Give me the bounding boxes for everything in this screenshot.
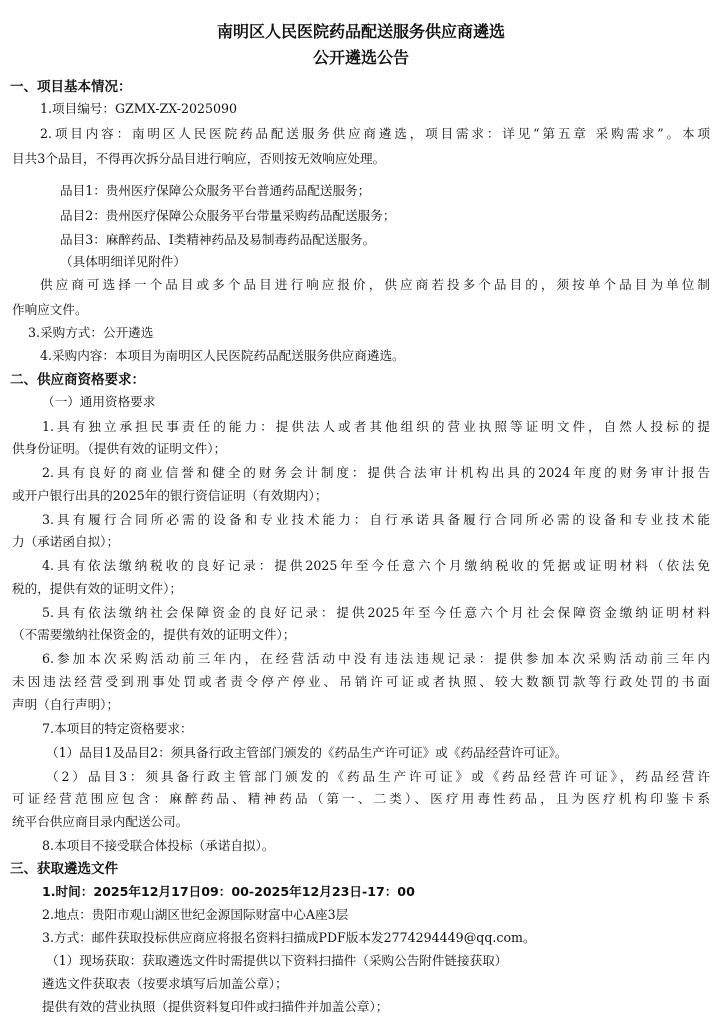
paragraph-line: 未因违法经营受到刑事处罚或者责令停产停业、吊销许可证或者执照、较大数额罚款等行政处罚的书面 bbox=[12, 674, 710, 689]
paragraph-line-bold: 1.时间：2025年12月17日09：00-2025年12月23日-17：00 bbox=[42, 884, 415, 899]
list-item: （2）品目3：须具备行政主管部门颁发的《药品生产许可证》或《药品经营许可证》，药品经营许 bbox=[46, 769, 710, 784]
paragraph-line: 供应商可选择一个品目或多个品目进行响应报价，供应商若投多个品目的，须按单个品目为单位制 bbox=[40, 277, 710, 292]
paragraph-line: 3.采购方式：公开遴选 bbox=[28, 325, 154, 340]
paragraph-line: 供身份证明。（提供有效的证明文件）； bbox=[12, 441, 227, 456]
paragraph-line: 税的，提供有效的证明文件）； bbox=[12, 581, 183, 596]
list-item: 品目2：贵州医疗保障公众服务平台带量采购药品配送服务； bbox=[60, 208, 396, 223]
paragraph-line: 4.具有依法缴纳税收的良好记录：提供2025年至今任意六个月缴纳税收的凭据或证明材料（依法免 bbox=[42, 558, 710, 573]
list-item: （1）品目1及品目2：须具备行政主管部门颁发的《药品生产许可证》或《药品经营许可证》。 bbox=[46, 745, 568, 760]
paragraph-line: （不需要缴纳社保资金的，提供有效的证明文件）； bbox=[12, 627, 296, 642]
section-heading-1: 一、项目基本情况： bbox=[10, 79, 132, 95]
document-title: 南明区人民医院药品配送服务供应商遴选 bbox=[216, 22, 505, 41]
paragraph-line: 作响应文件。 bbox=[12, 302, 88, 317]
document-subtitle: 公开遴选公告 bbox=[312, 48, 409, 67]
paragraph-line: 可证经营范围应包含：麻醉药品、精神药品（第一、二类）、医疗用毒性药品，且为医疗机构印鉴卡系 bbox=[12, 791, 710, 806]
paragraph-line: 4.采购内容：本项目为南明区人民医院药品配送服务供应商遴选。 bbox=[40, 348, 405, 363]
paragraph-line: 2.具有良好的商业信誉和健全的财务会计制度：提供合法审计机构出具的2024年度的财务审计报告 bbox=[42, 465, 710, 480]
section-heading-3: 三、获取遴选文件 bbox=[10, 861, 118, 877]
list-item: 品目1：贵州医疗保障公众服务平台普通药品配送服务； bbox=[60, 183, 371, 198]
paragraph-line: 力（承诺函自拟）； bbox=[12, 534, 120, 549]
paragraph-line: 1.具有独立承担民事责任的能力：提供法人或者其他组织的营业执照等证明文件，自然人投标的提 bbox=[42, 419, 710, 434]
paragraph-line: 7.本项目的特定资格要求： bbox=[42, 721, 193, 736]
paragraph-line: 声明（自行声明）； bbox=[12, 697, 120, 712]
subsection-heading: （一）通用资格要求 bbox=[42, 394, 156, 409]
paragraph-line: 8.本项目不接受联合体投标（承诺自拟）。 bbox=[42, 838, 275, 853]
paragraph-line: 6.参加本次采购活动前三年内，在经营活动中没有违法违规记录：提供参加本次采购活动前三年内 bbox=[42, 651, 710, 666]
paragraph-line: 2.地点：贵阳市观山湖区世纪金源国际财富中心A座3层 bbox=[42, 907, 349, 922]
paragraph-line: 1.项目编号：GZMX-ZX-2025090 bbox=[40, 101, 238, 116]
paragraph-line: （具体明细详见附件） bbox=[60, 254, 186, 269]
paragraph-line: 5.具有依法缴纳社会保障资金的良好记录：提供2025年至今任意六个月社会保障资金缴纳证明材料 bbox=[42, 605, 710, 620]
paragraph-line: 或开户银行出具的2025年的银行资信证明（有效期内）； bbox=[12, 488, 328, 503]
list-item: 提供有效的营业执照（提供资料复印件或扫描件并加盖公章）； bbox=[42, 999, 389, 1014]
paragraph-line: 2.项目内容：南明区人民医院药品配送服务供应商遴选，项目需求：详见“第五章 采购需求”。本项 bbox=[40, 126, 710, 141]
paragraph-line: 目共3个品目，不得再次拆分品目进行响应，否则按无效响应处理。 bbox=[12, 151, 386, 166]
section-heading-2: 二、供应商资格要求： bbox=[10, 372, 145, 388]
paragraph-line: 3.方式：邮件获取投标供应商应将报名资料扫描成PDF版本发2774294449@qq.com。 bbox=[42, 930, 536, 945]
paragraph-line: 3.具有履行合同所必需的设备和专业技术能力：自行承诺具备履行合同所必需的设备和专业技术能 bbox=[42, 512, 710, 527]
list-item: （1）现场获取：获取遴选文件时需提供以下资料扫描件（采购公告附件链接获取） bbox=[46, 953, 508, 968]
list-item: 遴选文件获取表（按要求填写后加盖公章）； bbox=[42, 976, 288, 991]
list-item: 品目3：麻醉药品、I类精神药品及易制毒药品配送服务。 bbox=[60, 232, 376, 247]
paragraph-line: 统平台供应商目录内配送公司。 bbox=[12, 814, 189, 829]
